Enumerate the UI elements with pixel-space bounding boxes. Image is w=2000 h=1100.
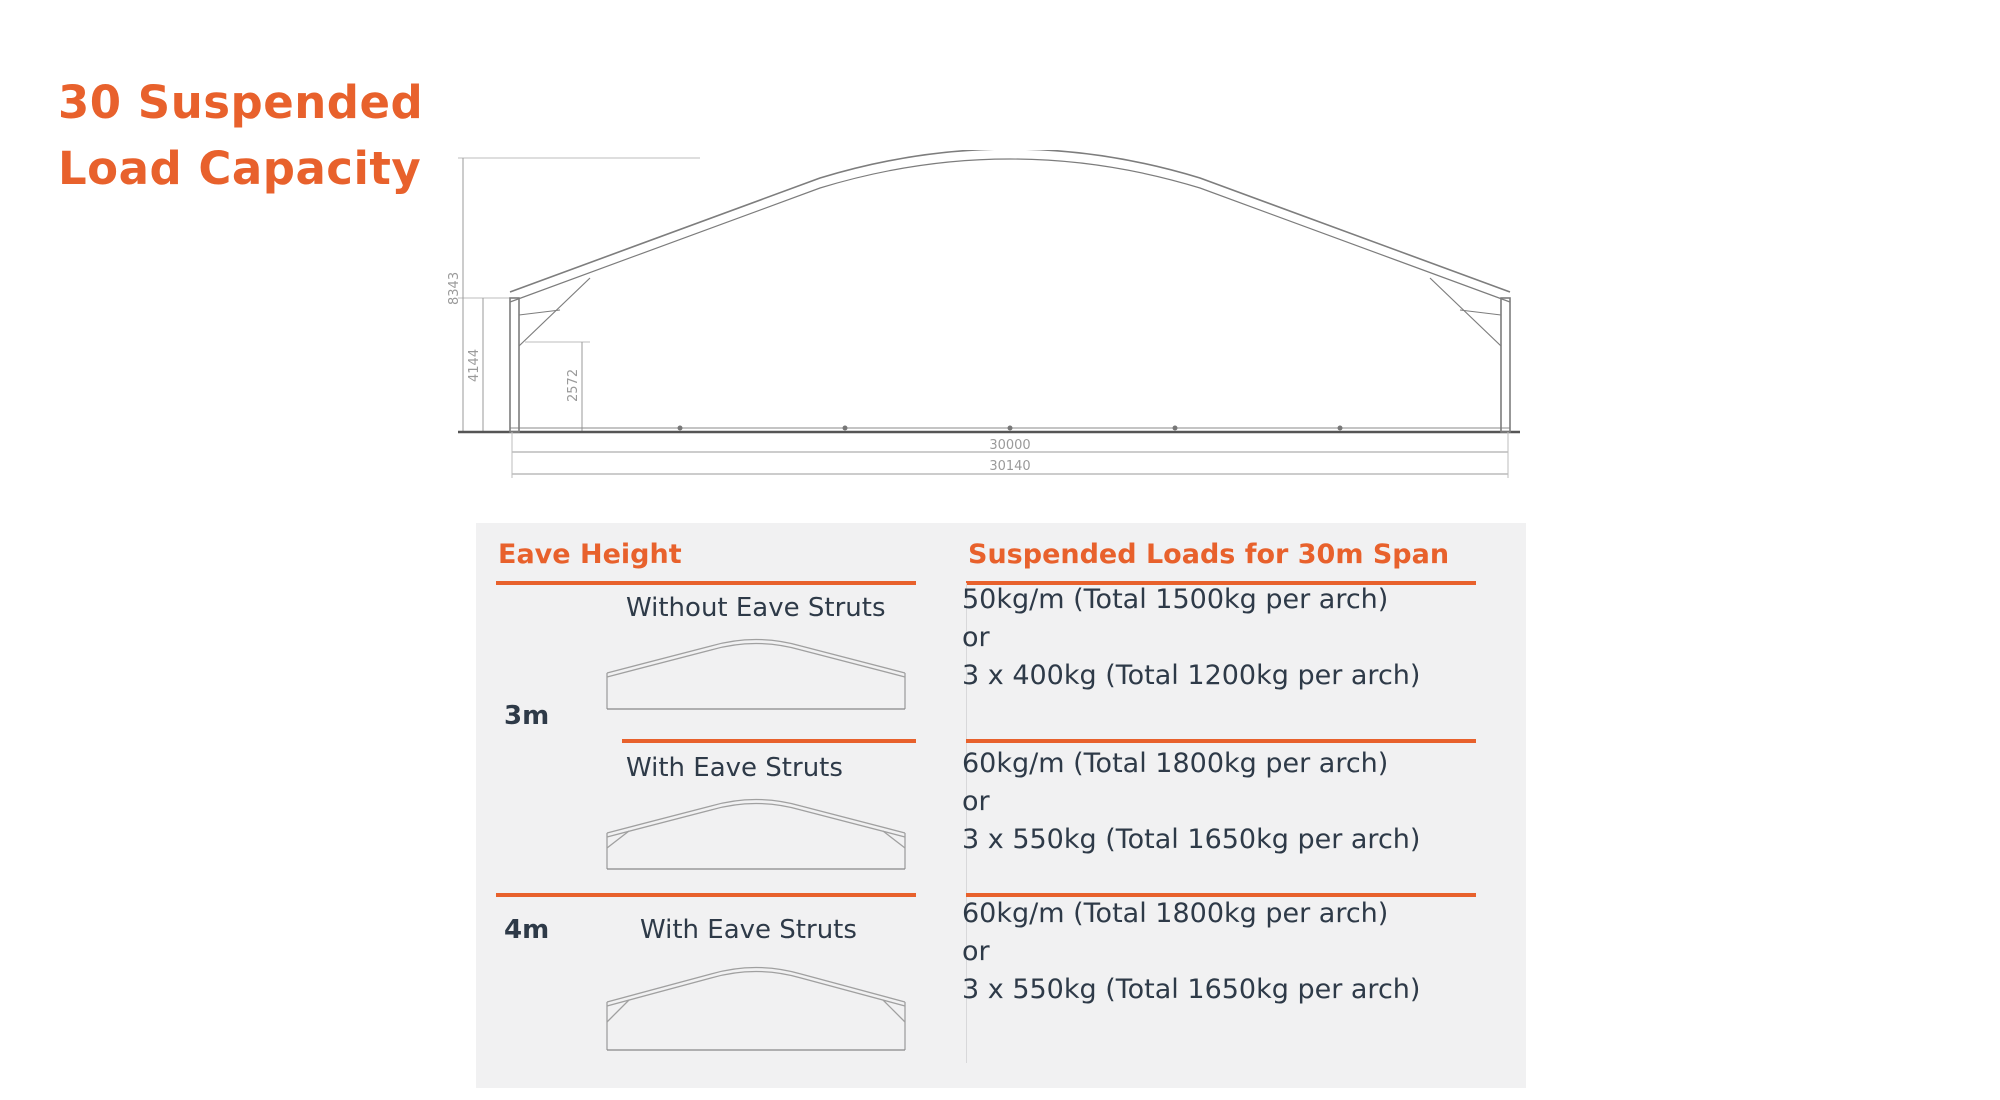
eave-height-4m: 4m <box>504 915 550 945</box>
page-title-line1: 30 Suspended <box>58 76 424 129</box>
dim-strut-height: 2572 <box>566 368 581 402</box>
load-line: 3 x 550kg (Total 1650kg per arch) <box>962 824 1421 855</box>
variant-3m-without-struts: Without Eave Struts <box>626 593 886 623</box>
load-line: 3 x 400kg (Total 1200kg per arch) <box>962 660 1421 691</box>
dim-ridge-height: 8343 <box>447 271 462 305</box>
eave-height-3m: 3m <box>504 701 550 731</box>
load-line: or <box>962 622 990 653</box>
loads-3m-without-struts <box>962 581 1420 695</box>
header-rule-left <box>496 581 916 585</box>
load-line: or <box>962 936 990 967</box>
variant-4m-with-struts: With Eave Struts <box>640 915 857 945</box>
suspended-loads-header: Suspended Loads for 30m Span <box>968 539 1450 570</box>
load-line: 60kg/m (Total 1800kg per arch) <box>962 748 1389 779</box>
row-rule-right-1 <box>966 739 1476 743</box>
page-title <box>58 70 423 202</box>
page-title-line2: Load Capacity <box>58 142 422 195</box>
group-rule-left <box>496 893 916 897</box>
arch-elevation-drawing <box>440 150 1540 500</box>
arch-thumbnail-4m-with-struts <box>601 960 911 1055</box>
load-table-panel <box>476 523 1526 1088</box>
arch-thumbnail-with-struts <box>601 793 911 873</box>
dim-eave-height: 4144 <box>467 348 482 382</box>
dim-outer-span: 30140 <box>989 459 1031 474</box>
loads-3m-with-struts <box>962 745 1420 859</box>
load-line: or <box>962 786 990 817</box>
variant-3m-with-struts: With Eave Struts <box>626 753 843 783</box>
load-line: 50kg/m (Total 1500kg per arch) <box>962 584 1389 615</box>
dim-inner-span: 30000 <box>989 438 1031 453</box>
arch-thumbnail-without-struts <box>601 633 911 713</box>
load-line: 3 x 550kg (Total 1650kg per arch) <box>962 974 1421 1005</box>
eave-height-header: Eave Height <box>498 539 682 570</box>
loads-4m-with-struts <box>962 895 1420 1009</box>
load-line: 60kg/m (Total 1800kg per arch) <box>962 898 1389 929</box>
row-rule-left-1 <box>622 739 916 743</box>
